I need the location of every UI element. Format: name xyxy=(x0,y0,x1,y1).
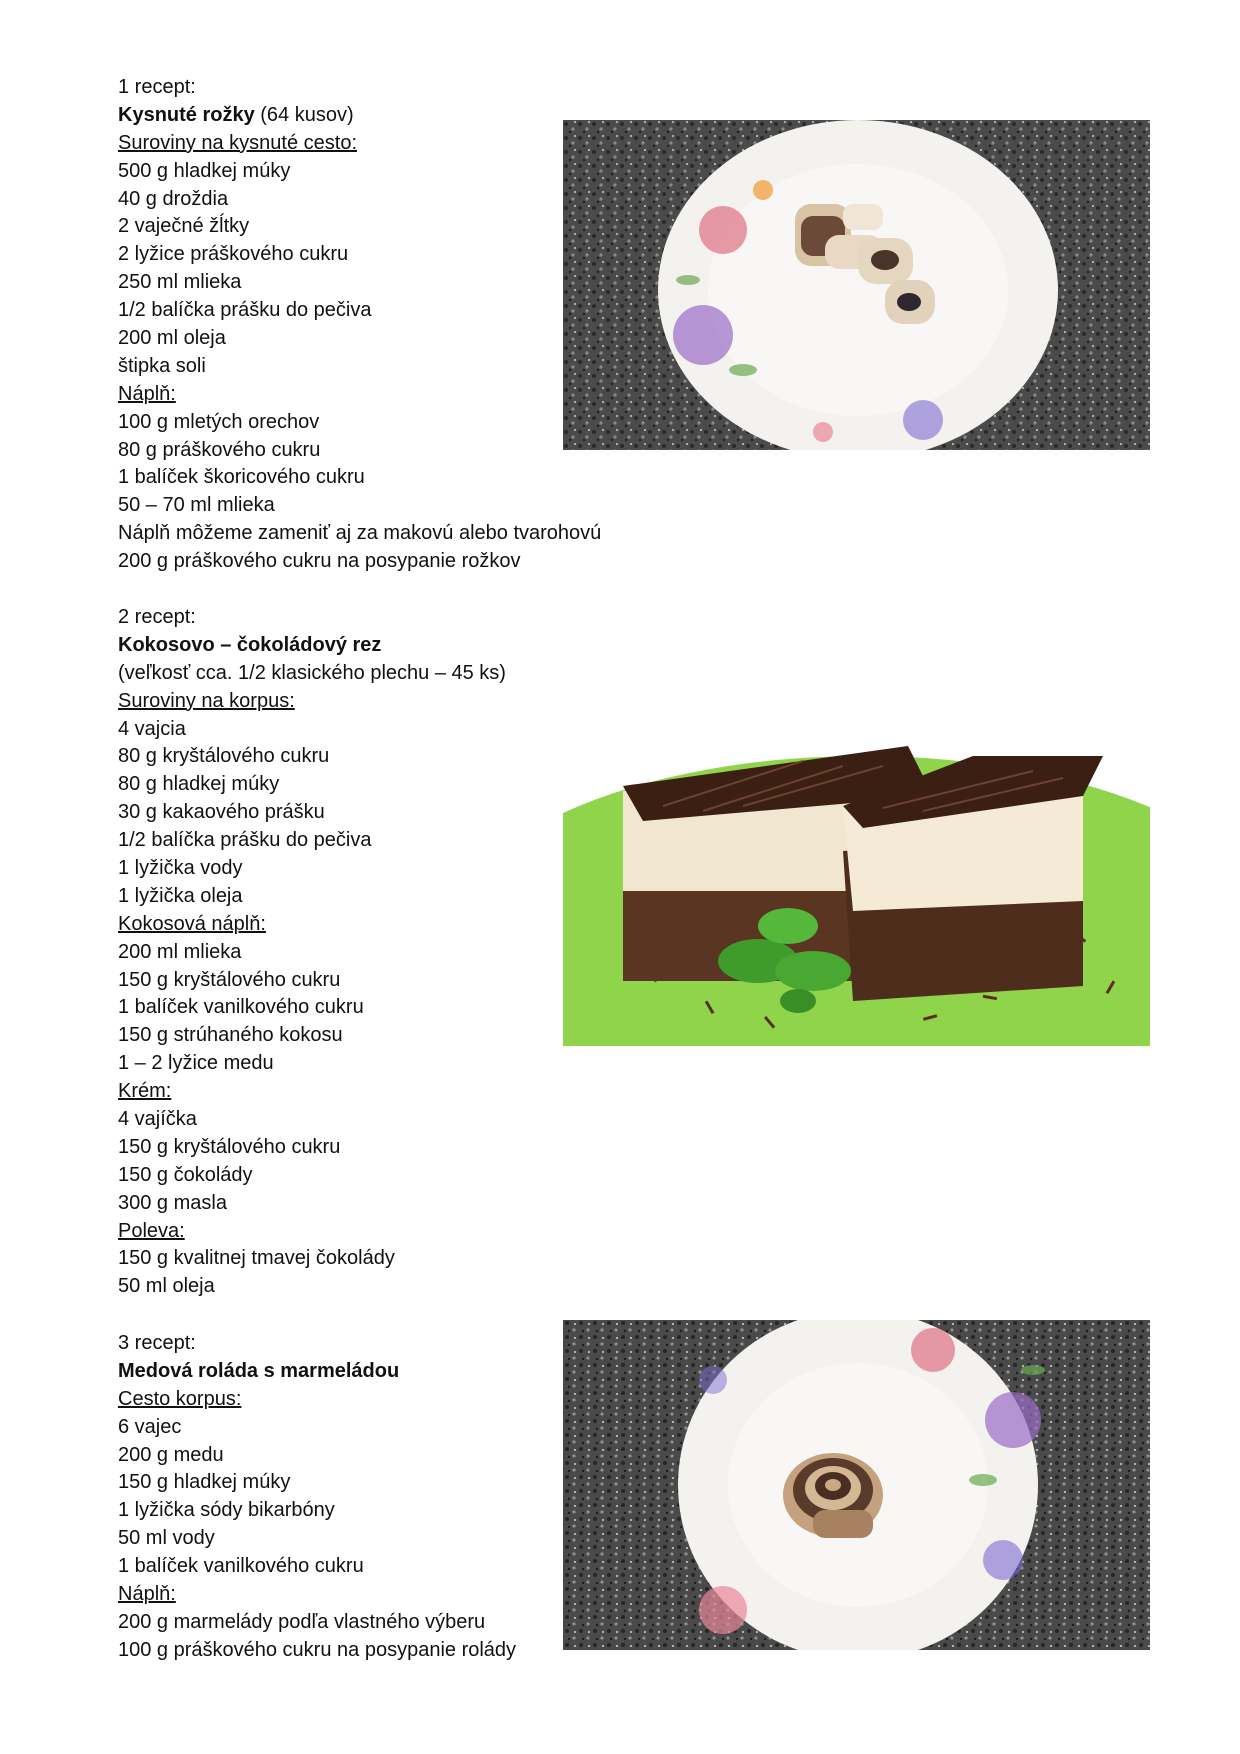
ingredient: 150 g kryštálového cukru xyxy=(118,1135,341,1158)
ingredient: 80 g hladkej múky xyxy=(118,773,280,796)
ingredient: 100 g práškového cukru na posypanie rolády xyxy=(118,1638,517,1661)
recipe-number: 2 recept: xyxy=(118,606,196,628)
ingredient: 100 g mletých orechov xyxy=(118,410,320,433)
ingredient: 50 ml oleja xyxy=(118,1275,215,1298)
ingredient: 1 balíček vanilkového cukru xyxy=(118,1555,364,1578)
ingredient: 500 g hladkej múky xyxy=(118,159,291,182)
ingredient: 150 g kryštálového cukru xyxy=(118,968,341,991)
section-heading: Poleva: xyxy=(118,1219,185,1242)
ingredient: 200 g medu xyxy=(118,1443,224,1466)
recipe-number: 1 recept: xyxy=(118,76,196,98)
ingredient: 4 vajíčka xyxy=(118,1108,197,1131)
ingredient: 1 lyžička oleja xyxy=(118,884,243,907)
ingredient: 150 g čokolády xyxy=(118,1163,253,1186)
photo-rolada-graphic xyxy=(563,1320,1150,1650)
ingredient: štipka soli xyxy=(118,354,206,377)
ingredient: 200 g marmelády podľa vlastného výberu xyxy=(118,1610,486,1633)
ingredient: 80 g práškového cukru xyxy=(118,438,321,461)
ingredient: 4 vajcia xyxy=(118,717,186,740)
ingredient: 200 g práškového cukru na posypanie rožkov xyxy=(118,550,521,573)
section-heading: Náplň: xyxy=(118,382,176,405)
ingredient: 150 g hladkej múky xyxy=(118,1471,291,1494)
ingredient: 1 lyžička vody xyxy=(118,857,243,880)
ingredient: 150 g kvalitnej tmavej čokolády xyxy=(118,1247,395,1270)
ingredient: 40 g droždia xyxy=(118,187,229,210)
photo-rolada xyxy=(563,1320,1150,1650)
ingredient: 2 vaječné žĺtky xyxy=(118,215,250,238)
ingredient: Náplň môžeme zameniť aj za makovú alebo tvarohovú xyxy=(118,522,602,545)
ingredient: 250 ml mlieka xyxy=(118,271,242,294)
recipe-title: Medová roláda s marmeládou xyxy=(118,1359,400,1382)
ingredient: 30 g kakaového prášku xyxy=(118,801,325,824)
ingredient: 1 balíček škoricového cukru xyxy=(118,466,365,489)
photo-rez xyxy=(563,716,1150,1046)
ingredient: 200 ml mlieka xyxy=(118,940,242,963)
recipe-title: Kokosovo – čokoládový rez xyxy=(118,633,382,656)
ingredient: 1 lyžička sódy bikarbóny xyxy=(118,1499,335,1522)
recipe-number: 3 recept: xyxy=(118,1332,196,1354)
ingredient: 1/2 balíčka prášku do pečiva xyxy=(118,829,372,852)
ingredient: 1 balíček vanilkového cukru xyxy=(118,996,364,1019)
section-heading: Kokosová náplň: xyxy=(118,912,266,935)
ingredient: 150 g strúhaného kokosu xyxy=(118,1024,343,1047)
recipe-note: (veľkosť cca. 1/2 klasického plechu – 45 ks) xyxy=(118,661,506,684)
ingredient: 300 g masla xyxy=(118,1191,227,1214)
ingredient: 50 ml vody xyxy=(118,1527,215,1550)
section-heading: Krém: xyxy=(118,1080,172,1103)
ingredient: 1/2 balíčka prášku do pečiva xyxy=(118,299,372,322)
ingredient: 2 lyžice práškového cukru xyxy=(118,243,349,266)
recipe-title-suffix: (64 kusov) xyxy=(254,103,354,126)
ingredient: 6 vajec xyxy=(118,1415,182,1438)
photo-rez-graphic xyxy=(563,716,1150,1046)
recipe-title: Kysnuté rožky xyxy=(118,103,255,126)
section-heading: Náplň: xyxy=(118,1583,176,1606)
section-heading: Suroviny na kysnuté cesto: xyxy=(118,131,358,154)
ingredient: 1 – 2 lyžice medu xyxy=(118,1052,274,1075)
photo-rozky-graphic xyxy=(563,120,1150,450)
section-heading: Suroviny na korpus: xyxy=(118,689,295,712)
ingredient: 80 g kryštálového cukru xyxy=(118,745,330,768)
ingredient: 50 – 70 ml mlieka xyxy=(118,494,275,517)
photo-rozky xyxy=(563,120,1150,450)
section-heading: Cesto korpus: xyxy=(118,1387,242,1410)
ingredient: 200 ml oleja xyxy=(118,327,226,350)
